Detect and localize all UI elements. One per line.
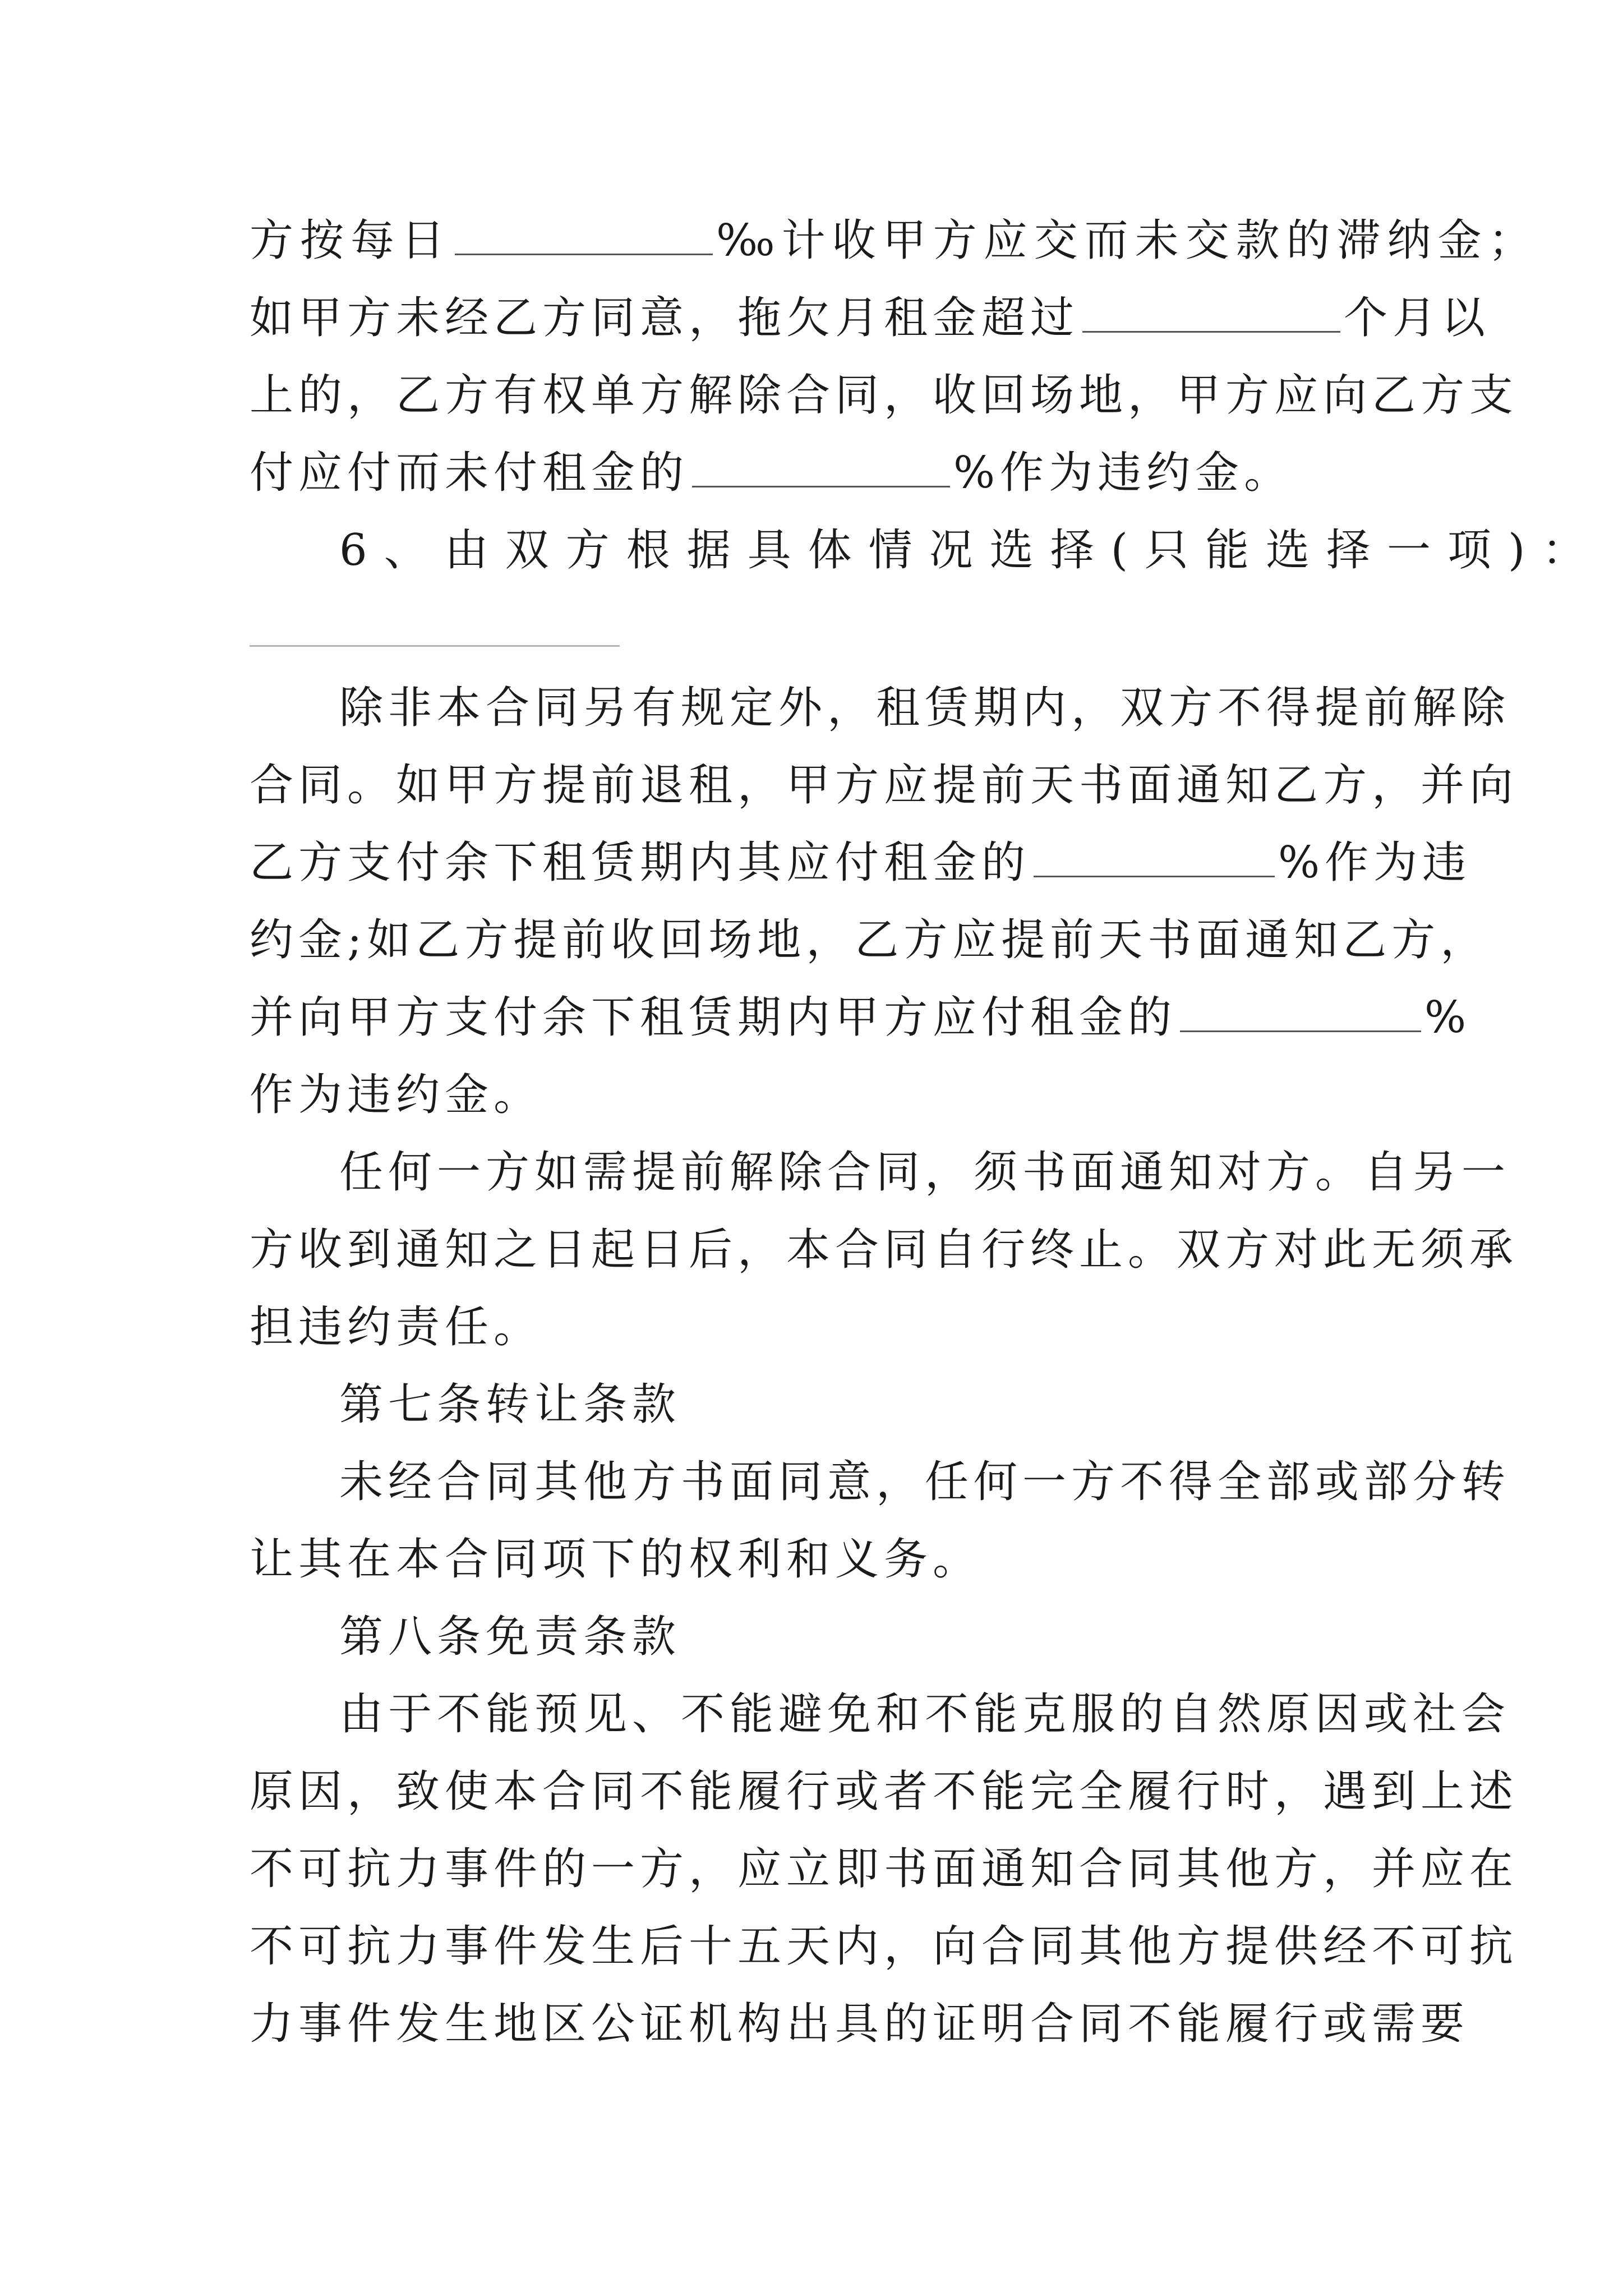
option-divider bbox=[250, 645, 620, 647]
fill-in-blank bbox=[692, 452, 950, 487]
text-line bbox=[250, 1830, 1519, 1908]
text-segment: 6、由双方根据具体情况选择(只能选择一项)： bbox=[339, 525, 1603, 576]
text-segment: 乙方支付余下租赁期内其应付租金的 bbox=[250, 838, 1031, 888]
text-line bbox=[250, 1289, 1394, 1366]
text-line bbox=[250, 747, 1519, 824]
text-line bbox=[250, 434, 1394, 512]
text-segment: 付应付而未付租金的 bbox=[250, 448, 689, 498]
text-line bbox=[250, 824, 1472, 901]
section-heading bbox=[250, 1366, 1394, 1443]
text-line bbox=[250, 357, 1519, 434]
fill-in-blank bbox=[1082, 297, 1340, 333]
text-line bbox=[250, 1056, 1394, 1134]
text-line bbox=[250, 979, 1472, 1056]
fill-in-blank bbox=[1034, 842, 1275, 877]
option-heading bbox=[250, 512, 1603, 589]
text-segment: 未经合同其他方书面同意，任何一方不得全部或部分转 bbox=[339, 1457, 1511, 1507]
text-segment: 合同。如甲方提前退租，甲方应提前天书面通知乙方，并向 bbox=[250, 760, 1519, 811]
text-segment: 方收到通知之日起日后，本合同自行终止。双方对此无须承 bbox=[250, 1225, 1519, 1275]
text-segment: 由于不能预见、不能避免和不能克服的自然原因或社会 bbox=[339, 1689, 1511, 1740]
text-segment: %作为违 bbox=[1278, 838, 1472, 888]
text-segment: 第七条转让条款 bbox=[339, 1379, 681, 1430]
text-segment: 不可抗力事件的一方，应立即书面通知合同其他方，并应在 bbox=[250, 1844, 1519, 1894]
text-line bbox=[250, 669, 1511, 747]
text-line bbox=[250, 1211, 1519, 1289]
document-page bbox=[250, 202, 1603, 2063]
text-line bbox=[250, 279, 1491, 357]
text-segment: 任何一方如需提前解除合同，须书面通知对方。自另一 bbox=[339, 1147, 1511, 1198]
text-line bbox=[250, 1443, 1511, 1521]
text-segment: 并向甲方支付余下租赁期内甲方应付租金的 bbox=[250, 992, 1177, 1043]
text-segment: 方按每日 bbox=[250, 215, 452, 266]
text-segment: %作为违约金。 bbox=[953, 448, 1293, 498]
text-segment: 担违约责任。 bbox=[250, 1302, 543, 1352]
text-line bbox=[250, 901, 1490, 979]
text-line bbox=[250, 1985, 1470, 2063]
text-line bbox=[250, 1753, 1519, 1830]
text-segment: 让其在本合同项下的权利和义务。 bbox=[250, 1534, 982, 1585]
section-heading bbox=[250, 1598, 1394, 1676]
text-segment: 如甲方未经乙方同意，拖欠月租金超过 bbox=[250, 293, 1080, 343]
text-segment: 不可抗力事件发生后十五天内，向合同其他方提供经不可抗 bbox=[250, 1921, 1519, 1972]
text-segment: 第八条免责条款 bbox=[339, 1612, 681, 1662]
text-line bbox=[250, 1134, 1511, 1211]
text-segment: 约金;如乙方提前收回场地，乙方应提前天书面通知乙方， bbox=[250, 915, 1490, 965]
text-segment: 作为违约金。 bbox=[250, 1070, 543, 1120]
text-line bbox=[250, 1521, 1394, 1598]
fill-in-blank bbox=[1180, 997, 1421, 1032]
text-segment: % bbox=[1424, 992, 1472, 1043]
text-segment: 力事件发生地区公证机构出具的证明合同不能履行或需要 bbox=[250, 1999, 1470, 2049]
text-line bbox=[250, 1908, 1519, 1985]
text-segment: ‰计收甲方应交而未交款的滞纳金； bbox=[716, 215, 1539, 266]
text-segment: 除非本合同另有规定外，租赁期内，双方不得提前解除 bbox=[339, 683, 1511, 733]
text-line bbox=[250, 202, 1539, 279]
text-line bbox=[250, 1676, 1511, 1753]
text-segment: 上的，乙方有权单方解除合同，收回场地，甲方应向乙方支 bbox=[250, 370, 1519, 421]
text-segment: 个月以 bbox=[1344, 293, 1491, 343]
fill-in-blank bbox=[455, 220, 713, 255]
text-segment: 原因，致使本合同不能履行或者不能完全履行时，遇到上述 bbox=[250, 1766, 1519, 1817]
